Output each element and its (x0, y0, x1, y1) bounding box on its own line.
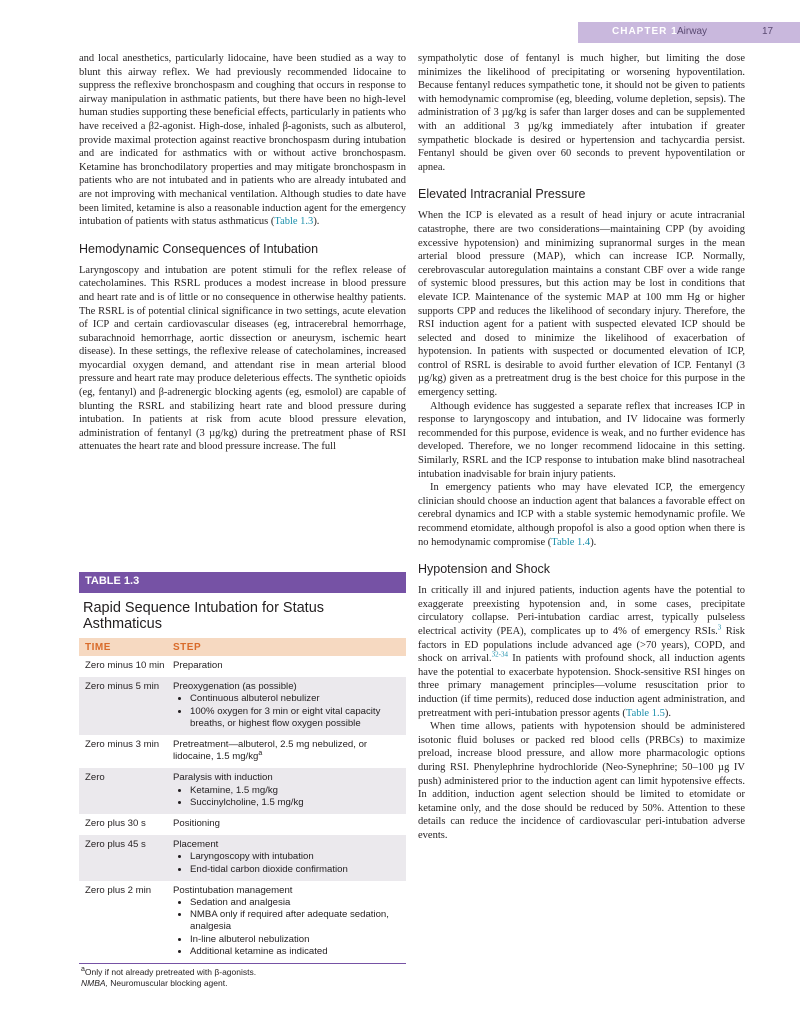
cell-step: Pretreatment—albuterol, 2.5 mg nebulized, or lidocaine, 1.5 $mg/kg^a$ (173, 739, 368, 763)
cell-time: Zero plus 30 s (85, 818, 146, 830)
step-item: • Additional ketamine as indicated (190, 946, 400, 958)
cell-time: Zero plus 45 s (85, 839, 146, 851)
step-list (173, 851, 400, 875)
step-item: • Laryngoscopy with intubation (190, 851, 400, 863)
table-1-3 (79, 572, 406, 992)
step-item: • 100% oxygen for 3 min or eight vital capacity breaths, or highest flow oxygen possible (190, 706, 400, 730)
paragraph-fentanyl: sympatholytic dose of fentanyl is much higher, but limiting the dose minimizes the likelihood of precipitating or worsening hypoventilation. Because fentanyl reduces sympathetic tone, it should not be given to patients with hemodynamic compromise (eg, bleeding, volume depletion, sepsis). The administration of 3 µg/kg is safer than larger doses and can be supplemented with an additional 3 µg/kg immediately after intubation if greater sympathetic blockade is desired or hypertension and tachycardia persist. Fentanyl should be given over 60 seconds to prevent hypoventilation or apnea. (418, 53, 745, 173)
left-column (79, 52, 406, 454)
paragraph-icp-1: When the ICP is elevated as a result of head injury or acute intracranial catastrophe, there are two considerations—maintaining CPP (by avoiding excessive hypotension) and minimizing supranormal surges in the mean arterial blood pressure (MAP), which can increase ICP. Normally, cerebrovascular autoregulation maintains a constant CBF over a wide range of systemic blood pressures, but this action may be lost in conditions that elevate ICP. Maintenance of the systemic MAP at 100 mm Hg or higher supports CPP and reduces the likelihood of secondary injury. Therefore, the RSI induction agent for a patient with suspected elevated ICP should be selected and dosed to minimize the likelihood of exacerbation of hypotension. In patients with suspected or documented elevation of ICP, control of RSRL is desirable to avoid further elevation of ICP. Fentanyl (3 µg/kg) given as a pretreatment drug is the best choice for this purpose in the emergency setting. (418, 210, 745, 399)
table-row (79, 677, 406, 735)
cell-time: Zero plus 2 min (85, 884, 152, 896)
cell-time: Zero minus 10 min (85, 660, 165, 671)
table-1-4-link[interactable]: Table 1.4 (551, 536, 591, 548)
cell-step: Positioning (173, 818, 220, 830)
step-item: • End-tidal carbon dioxide confirmation (190, 864, 400, 876)
citation-3[interactable]: 3 (717, 623, 722, 632)
step-list (173, 785, 400, 809)
citation-32-34[interactable]: 32-34 (491, 650, 508, 659)
paragraph-shock-2: When time allows, patients with hypotension should be administered isotonic fluid boluses or packed red blood cells (PRBCs) to maximize preload, increase blood pressure, and allow more pharmacologic options during RSI. Phenylephrine hydrochloride (Neo-Synephrine; 50–100 µg IV push) administered prior to the induction agent can limit hypotensive effects. In addition, induction agent selection should be limited to etomidate or ketamine only, and the dose should be reduced by 50%. Attention to these details can reduce the incidence of cardiovascular peri-intubation adverse events. (418, 721, 745, 841)
table-header (79, 638, 406, 656)
paragraph-icp-2: Although evidence has suggested a separate reflex that increases ICP in response to laryngoscopy and intubation, and IV lidocaine was formerly recommended for this purpose, evidence is weak, and no further evidence has developed. Therefore, we no longer recommend lidocaine in this setting. Similarly, RSRL and the ICP response to intubation make blind nasotracheal intubation inadvisable for brain injury patients. (418, 400, 745, 480)
table-row (79, 656, 406, 677)
right-column (418, 52, 745, 842)
heading-shock: Hypotension and Shock (418, 562, 551, 577)
cell-step: Placement • Laryngoscopy with intubation • End-tidal carbon dioxide confirmation (173, 839, 406, 876)
step-item: • Sedation and analgesia (190, 897, 400, 909)
chapter-label: CHAPTER 1 (612, 26, 678, 37)
table-1-5-link[interactable]: Table 1.5 (625, 707, 665, 719)
paragraph-icp-3: In emergency patients who may have elevated ICP, the emergency clinician should choose an induction agent that balances a favorable effect on cerebral dynamics and ICP with a stable systemic hemodynamic profile. We recommend etomidate, although propofol is also a good option when there is no hemodynamic compromise (Table 1.4). (418, 482, 745, 548)
step-list (173, 693, 400, 730)
page-number: 17 (762, 26, 774, 37)
col-header-step: STEP (173, 641, 202, 653)
table-body (79, 656, 406, 963)
step-item: • Succinylcholine, 1.5 mg/kg (190, 797, 400, 809)
table-row (79, 735, 406, 768)
paragraph-shock-1: In critically ill and injured patients, induction agents have the potential to exaggerate preexisting hypotension and, in some cases, precipitate circulatory collapse. Peri-intubation cardiac arrest, typically pulseless electrical activity (PEA), complicates up to 4% of emergency RSIs.$^3$ Risk factors in ED populations include advanced age (>70 years), COPD, and shock on arrival.$^{32-34}$ In patients with profound shock, all induction agents have the potential to exacerbate hypotension. Shock-sensitive RSI hinges on three primary management principles—volume resuscitation prior to induction (if time permits), reduced dose induction agent administration, and pretreatment with peri-intubation pressor agents (Table 1.5). (418, 585, 745, 719)
step-item: • In-line albuterol nebulization (190, 934, 400, 946)
cell-step: Postintubation management • Sedation and analgesia • NMBA only if required after adequate sedation, analgesia • In-line albuterol nebulization • Additional ketamine as indicated (173, 885, 406, 958)
col-header-time: TIME (85, 641, 111, 653)
cell-step: Preparation (173, 660, 223, 671)
heading-hemodynamic: Hemodynamic Consequences of Intubation (79, 241, 319, 256)
table-label: TABLE 1.3 (79, 572, 406, 593)
table-row (79, 835, 406, 881)
table-row (79, 814, 406, 835)
step-item: • Ketamine, 1.5 mg/kg (190, 785, 400, 797)
cell-time: Zero minus 5 min (85, 681, 160, 693)
table-footnotes (79, 963, 406, 992)
table-row (79, 881, 406, 963)
heading-icp: Elevated Intracranial Pressure (418, 187, 586, 202)
footnote-abbreviation: NMBA, Neuromuscular blocking agent. (81, 978, 228, 989)
cell-step: Preoxygenation (as possible) • Continuous albuterol nebulizer • 100% oxygen for 3 min or eight vital capacity breaths, or highest flow oxygen possible (173, 681, 406, 730)
step-item: • NMBA only if required after adequate sedation, analgesia (190, 909, 400, 933)
paragraph-hemodynamic: Laryngoscopy and intubation are potent stimuli for the reflex release of catecholamines. This RSRL produces a modest increase in blood pressure and heart rate and is of little or no consequence in otherwise healthy patients. The RSRL is of potential clinical significance in two settings, acute elevation of ICP and certain cardiovascular diseases (eg, intracerebral hemorrhage, subarachnoid hemorrhage, aortic dissection or aneurysm, ischemic heart disease). In these settings, the reflexive release of catecholamines, increased myocardial oxygen demand, and attendant rise in mean arterial blood pressure and heart rate may produce deleterious effects. The synthetic opioids (eg, fentanyl) and β-adrenergic blocking agents (eg, esmolol) are capable of blunting the RSRL and stabilizing heart rate and blood pressure during intubation. In patients at risk from acute blood pressure elevation, administration of fentanyl (3 µg/kg) during the pretreatment phase of RSI attenuates the heart rate and blood pressure increase. The full (79, 264, 406, 453)
step-list (173, 897, 400, 958)
paragraph-asthma: and local anesthetics, particularly lidocaine, have been studied as a way to blunt this airway reflex. We had previously recommended lidocaine to suppress the reflexive bronchospasm and coughing that occurs in response to airway manipulation in asthmatic patients, but there have been no high-level human studies supporting these beneficial effects, particularly in patients who have received a β2-agonist. High-dose, inhaled β-agonists, such as albuterol, provide maximal protection against reactive bronchospasm during intubation and are indicated for asthmatics with or without active bronchospasm. Ketamine has bronchodilatory properties and may mitigate bronchospasm in patients who are not intubated and in patients who are already intubated and are not improving with mechanical ventilation. Although studies to date have been limited, ketamine is also a reasonable induction agent for the emergency intubation of patients with status asthmaticus (Table 1.3). (79, 53, 406, 228)
cell-step: Paralysis with induction • Ketamine, 1.5 mg/kg • Succinylcholine, 1.5 mg/kg (173, 772, 406, 809)
cell-time: Zero (85, 772, 105, 784)
cell-time: Zero minus 3 min (85, 739, 160, 751)
section-label: Airway (677, 26, 708, 37)
table-title: Rapid Sequence Intubation for Status Asthmaticus (83, 600, 325, 632)
step-item: • Continuous albuterol nebulizer (190, 693, 400, 705)
footnote-a: $^a$Only if not already pretreated with β-agonists. (81, 966, 257, 978)
table-row (79, 768, 406, 814)
table-1-3-link[interactable]: Table 1.3 (274, 216, 314, 228)
